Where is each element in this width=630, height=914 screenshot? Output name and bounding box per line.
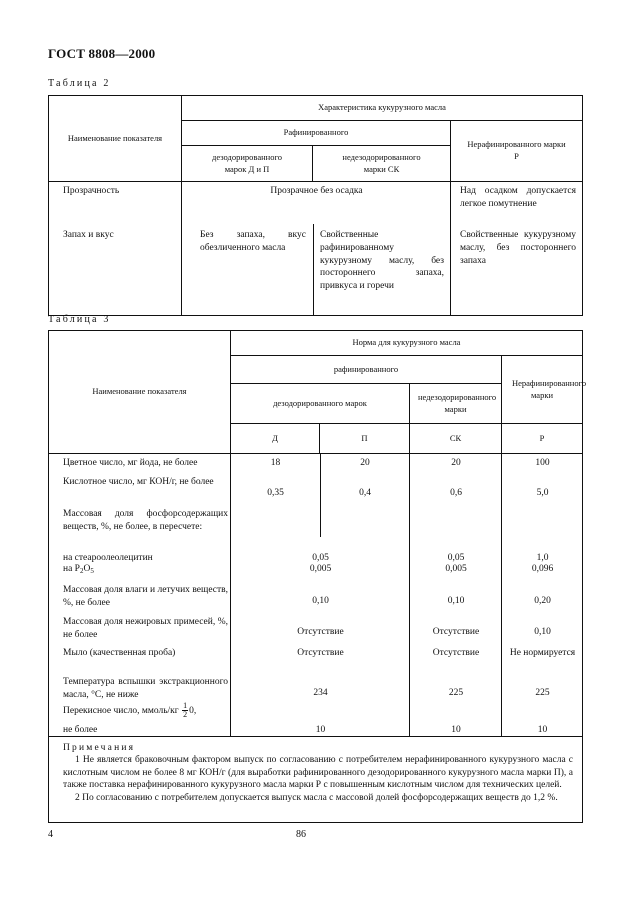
table3-row-stearo: на стеароолеолецитин [63,553,153,563]
table3-nonfat-sk: Отсутствие [432,627,480,637]
table2-transparency-refined: Прозрачное без осадка [270,186,363,196]
table2-refined-header: Рафинированного [182,121,451,146]
table3-sk-values [410,454,502,737]
page-number-center: 86 [296,829,306,840]
table3-stearo-sk: 0,05 [447,553,465,563]
table3-row-peroxide-line2: не более [63,725,98,735]
table3-peroxide-sk: 10 [451,725,461,735]
table3-row-color: Цветное число, мг йода, не более [63,458,198,468]
table3-caption: Таблица 3 [48,314,111,325]
table3-row-moisture: Массовая доля влаги и летучих веществ, %, не более [63,585,228,608]
table3-notes-title: Примечания [63,743,136,753]
page-number-left: 4 [48,829,53,840]
table3-acid-d: 0,35 [267,488,284,498]
table3-soap-r: Не нормируется [509,648,576,658]
table2-indicator-header: Наименование показателя [49,96,182,182]
table2-unrefined-values [451,182,583,316]
table2-caption: Таблица 2 [48,78,111,89]
table2-nondeodorized-header: недезодорированного марки СК [313,146,451,182]
table3 [48,330,587,823]
table2-inner-divider [313,224,314,316]
table3-nonfat-dp: Отсутствие [297,627,344,637]
table3-p2o5-r: 0,096 [531,564,554,574]
table3-r-values [502,454,583,737]
table3-moisture-r: 0,20 [534,596,551,606]
table2-deodorized-header: дезодорированного марок Д и П [182,146,313,182]
table3-indicator-header: Наименование показателя [49,331,231,454]
table3-row-peroxide: Перекисное число, ммоль/кг $\frac{1}{2}$ 0, [63,701,197,720]
table3-note-2: 2 По согласованию с потребителем допускается выпуск масла с массовой долей фосфорсодержащих веществ до 1,2 %. [75,793,558,803]
table3-col-p: П [320,424,410,454]
table3-flash-dp: 234 [313,688,328,698]
table3-color-p: 20 [360,458,370,468]
table3-p2o5-sk: 0,005 [445,564,467,574]
table3-row-p2o5: на $Р_2О_5$ [63,564,94,575]
table3-flash-sk: 225 [448,688,464,698]
table3-row-phospho: Массовая доля фосфорсодержащих веществ, %, не более, в пересчете: [63,509,228,532]
table3-soap-dp: Отсутствие [297,648,344,658]
table3-stearo-r: 1,0 [536,553,549,563]
table2-transparency-unrefined: Над осадком допускается легкое помутнение [460,186,576,209]
table2 [48,95,583,316]
table3-col-r: Р [502,424,583,454]
table2-characteristic-header: Характеристика кукурузного масла [182,96,583,121]
table3-refined-header: рафинированного [231,356,502,384]
table3-flash-r: 225 [535,688,550,698]
table3-moisture-sk: 0,10 [447,596,465,606]
table2-smell-unrefined: Свойственные кукурузному маслу, без постороннего запаха [460,230,576,266]
table3-acid-p: 0,4 [359,488,371,498]
table3-row-flash: Температура вспышки экстракционного масла, °С, не ниже [63,677,228,700]
table3-p2o5-dp: 0,005 [309,564,332,574]
table2-names-cell [49,182,182,316]
table2-unrefined-header: Нерафинированного марки Р [451,121,583,182]
table3-acid-r: 5,0 [536,488,549,498]
table3-notes-cell [49,737,583,823]
table3-note-1: 1 Не является браковочным фактором выпуск по согласованию с потребителем нерафинированного кукурузного масла с кислотным числом не более 8 мг КОН/г (для выработки рафинированного дезодорированного кукурузного масла марки П), а также поставка нерафинированного кукурузного масла марки Р с повышенным кислотным числом для технических целей. [63,755,573,791]
table2-smell-deodorized: Без запаха, вкус обезличенного масла [200,230,306,253]
table2-refined-values [182,182,451,316]
table3-acid-sk: 0,6 [450,488,462,498]
table3-nondeodorized-header: недезодорированного марки [410,384,502,424]
table3-color-d: 18 [270,458,281,468]
table3-color-sk: 20 [451,458,461,468]
table3-col-d: Д [231,424,320,454]
table3-nonfat-r: 0,10 [534,627,551,637]
table3-soap-sk: Отсутствие [432,648,480,658]
table3-moisture-dp: 0,10 [312,596,329,606]
table2-row-smell: Запах и вкус [63,230,114,240]
table3-deodorized-header: дезодорированного марок [231,384,410,424]
table3-peroxide-r: 10 [537,725,548,735]
table2-row-transparency: Прозрачность [63,186,120,196]
table3-row-soap: Мыло (качественная проба) [63,648,176,658]
table3-col-sk: СК [410,424,502,454]
table3-names-cell [49,454,231,737]
table3-deodorized-values [231,454,410,737]
table3-stearo-dp: 0,05 [312,553,329,563]
table3-norm-header: Норма для кукурузного масла [231,331,583,356]
table3-unrefined-header: Нерафинированного марки [502,356,583,424]
table3-color-r: 100 [535,458,550,468]
table3-peroxide-dp: 10 [315,725,326,735]
table3-row-nonfat: Массовая доля нежировых примесей, %, не более [63,617,228,640]
document-code: ГОСТ 8808—2000 [48,46,156,61]
table2-smell-nondeodorized: Свойственные рафинированному кукурузному маслу, без постороннего запаха, привкуса и горечи [320,230,444,292]
table3-row-acid: Кислотное число, мг КОН/г, не более [63,477,214,487]
